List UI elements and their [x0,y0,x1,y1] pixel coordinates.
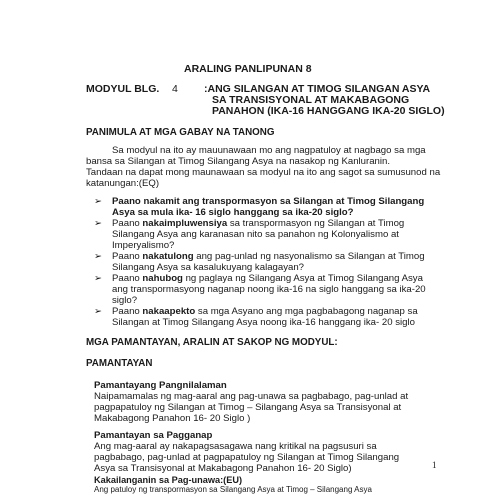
kakailanganin-text-1: Ang patuloy ng transpormasyon sa Silangang Asya at Timog – Silangang [94,485,353,494]
bullet-icon: ➢ [94,306,103,317]
question-5-rest: sa mga Asyano ang mga pagbabagong naganap sa [197,306,418,317]
question-1-line-1: Paano nakamit ang transpormasyon sa Silangan at Timog Silangang [112,196,425,207]
intro-line-2: bansa sa Silangan at Timog Silangang Asya na nasakop ng Kanluranin. [86,156,391,167]
bullet-icon: ➢ [94,273,103,284]
pangnilalaman-line-3: Makabagong Panahon 16- 20 Siglo ) [94,413,251,424]
module-title-line-2: SA TRANSISYONAL AT MAKABAGONG [212,94,410,106]
question-3-line-1 [112,251,425,262]
question-2-keyword: nakaimpluwensiya [142,218,228,229]
intro-line-3: Tandaan na dapat mong maunawaan sa modyul na ito ang sagot sa sumusunod na [86,167,441,178]
intro-line-4: katanungan:(EQ) [86,178,160,189]
question-2-paano: Paano [112,218,140,229]
question-4-line-2: ang transpormasyong naganap noong ika-16 na siglo hanggang sa ika-20 [112,284,426,295]
question-3-paano: Paano [112,251,140,262]
document-title: ARALING PANLIPUNAN 8 [184,63,312,75]
question-2-line-1 [112,218,404,229]
pangnilalaman-line-1: Naipamamalas ng mag-aaral ang pag-unawa sa pagbabago, pag-unlad at [94,391,409,402]
question-4-paano: Paano [112,273,140,284]
question-3-line-2: Silangang Asya sa kasalukuyang kalagayan? [112,262,305,273]
module-label: MODYUL BLG. [86,83,160,95]
question-4-keyword: nahubog [142,273,183,284]
module-number: 4 [172,83,178,95]
question-4-rest: ng paglaya ng Silangang Asya at Timog Silangang Asya [185,273,423,284]
question-5-line-2: Silangan at Timog Silangang Asya noong ika-16 hanggang ika- 20 siglo [112,317,415,328]
question-1-line-2: Asya sa mula ika- 16 siglo hanggang sa ika-20 siglo? [112,207,354,218]
module-title-line-3: PANAHON (IKA-16 HANGGANG IKA-20 SIGLO) [212,105,445,117]
question-5-paano: Paano [112,306,140,317]
pagganap-line-2: pagbabago, pag-unlad at pagpapatuloy ng Silangan at Timog Silangang [94,452,400,463]
bullet-icon: ➢ [94,251,103,262]
pangnilalaman-line-2: pagpapatuloy ng Silangan at Timog – Silangang Asya sa Transisyonal at [94,402,402,413]
pagganap-line-1: Ang mag-aaral ay nakapagsasagawa nang kritikal na pagsusuri sa [94,441,377,452]
panimula-heading: PANIMULA AT MGA GABAY NA TANONG [86,127,275,138]
question-2-rest: sa transpormasyon ng Silangan at Timog [229,218,405,229]
module-title-line-1: :ANG SILANGAN AT TIMOG SILANGAN ASYA [204,83,431,95]
pagganap-line-3: Asya sa Transisyonal at Makabagong Panahon 16- 20 Siglo) [94,463,352,474]
question-2-line-2: Silangang Asya ang karanasan nito sa panahon ng Kolonyalismo at [112,229,399,240]
kakailanganin-heading: Kakailanganin sa Pag-unawa:(EU) [94,475,243,485]
question-2-line-3: Imperyalismo? [112,240,175,251]
question-3-rest: ang pag-unlad ng nasyonalismo sa Silangan at Timog [196,251,425,262]
bullet-icon: ➢ [94,196,103,207]
page-number: 1 [432,460,437,470]
pamantayan-section-heading: MGA PAMANTAYAN, ARALIN AT SAKOP NG MODYUL: [86,337,338,348]
bullet-icon: ➢ [94,218,103,229]
kakailanganin-line-1 [94,485,372,494]
pamantayan-label: PAMANTAYAN [86,358,153,369]
intro-line-1: Sa modyul na ito ay mauunawaan mo ang nagpatuloy at nagbago sa mga [112,145,426,156]
question-5-line-1 [112,306,418,317]
pangnilalaman-heading: Pamantayang Pangnilalaman [94,380,227,391]
question-3-keyword: nakatulong [142,251,194,262]
kakailanganin-text-2: Asya [354,485,372,494]
question-4-line-3: siglo? [112,295,138,306]
question-4-line-1 [112,273,423,284]
pagganap-heading: Pamantayan sa Pagganap [94,430,213,441]
question-5-keyword: nakaapekto [142,306,196,317]
